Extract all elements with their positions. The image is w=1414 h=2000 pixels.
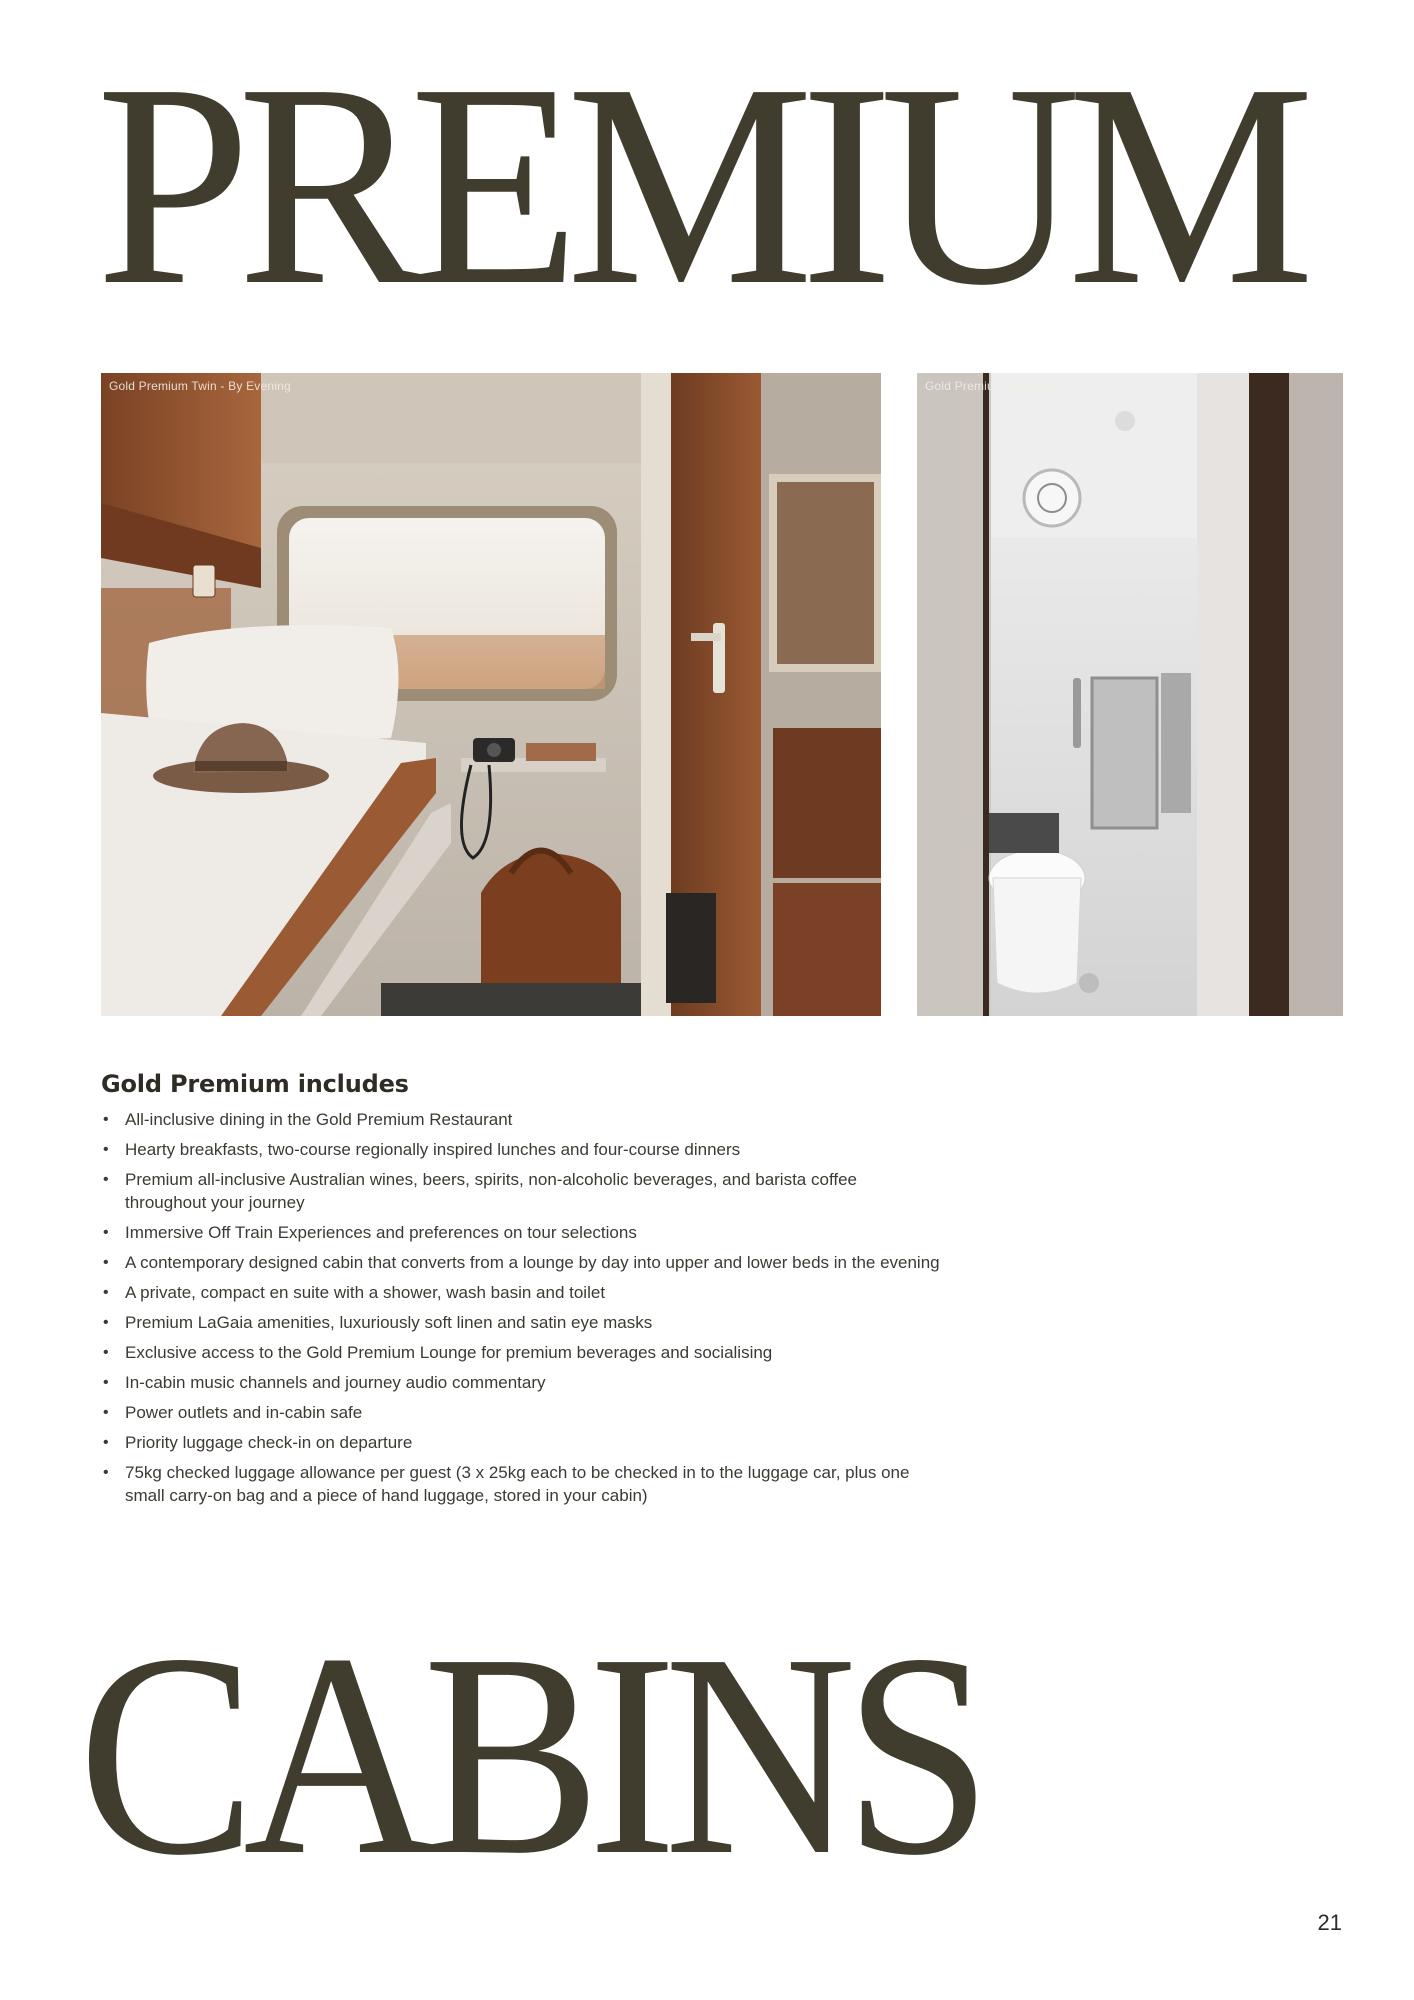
cabin-twin-photo xyxy=(101,373,881,1016)
photo-caption-twin: Gold Premium Twin - By Evening xyxy=(109,379,291,393)
includes-heading: Gold Premium includes xyxy=(101,1070,409,1098)
list-item: • Premium all-inclusive Australian wines, beers, spirits, non-alcoholic beverages, and barista coffee throughout your journey xyxy=(101,1168,941,1214)
list-item: • A private, compact en suite with a shower, wash basin and toilet xyxy=(101,1281,941,1304)
list-item: • Priority luggage check-in on departure xyxy=(101,1431,941,1454)
list-item: • Premium LaGaia amenities, luxuriously soft linen and satin eye masks xyxy=(101,1311,941,1334)
gold-premium-includes xyxy=(101,1070,941,1514)
list-item: • All-inclusive dining in the Gold Premium Restaurant xyxy=(101,1108,941,1131)
ensuite-illustration xyxy=(917,373,1343,1016)
list-item: • 75kg checked luggage allowance per guest (3 x 25kg each to be checked in to the luggage car, plus one small carry-on bag and a piece of hand luggage, stored in your cabin) xyxy=(101,1461,941,1507)
cabin-twin-illustration xyxy=(101,373,881,1016)
list-item: • Immersive Off Train Experiences and preferences on tour selections xyxy=(101,1221,941,1244)
list-item: • In-cabin music channels and journey audio commentary xyxy=(101,1371,941,1394)
includes-list xyxy=(101,1108,941,1507)
page-number: 21 xyxy=(1317,1910,1342,1935)
list-item: • Hearty breakfasts, two-course regionally inspired lunches and four-course dinners xyxy=(101,1138,941,1161)
list-item: • A contemporary designed cabin that converts from a lounge by day into upper and lower beds in the evening xyxy=(101,1251,941,1274)
page-title-premium: PREMIUM xyxy=(96,24,1302,345)
page-title-cabins: CABINS xyxy=(78,1594,980,1915)
list-item: • Power outlets and in-cabin safe xyxy=(101,1401,941,1424)
photo-caption-ensuite: Gold Premium En Suite xyxy=(925,379,1055,393)
cabin-ensuite-photo xyxy=(917,373,1343,1016)
list-item: • Exclusive access to the Gold Premium Lounge for premium beverages and socialising xyxy=(101,1341,941,1364)
